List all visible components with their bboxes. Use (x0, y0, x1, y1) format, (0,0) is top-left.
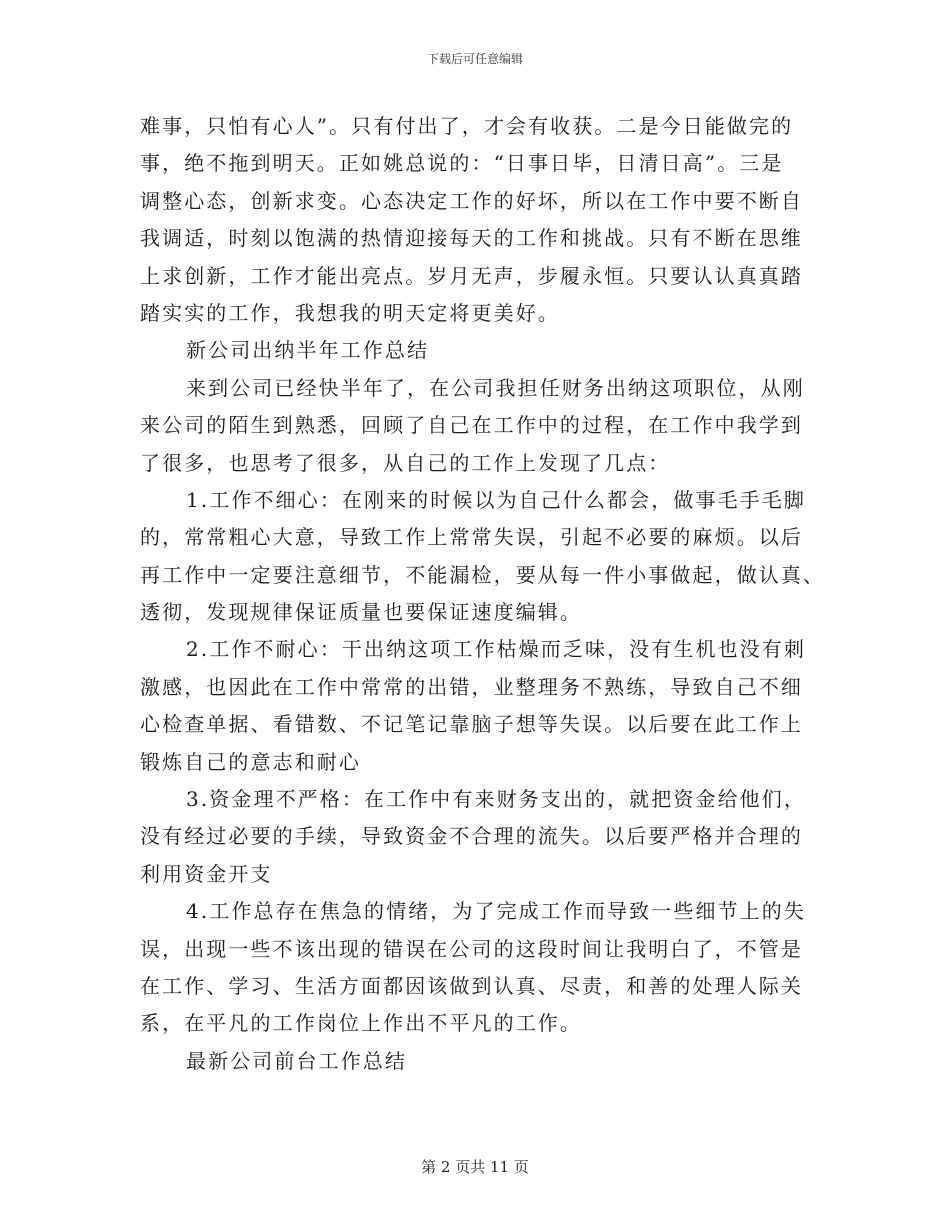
text-line: 来公司的陌生到熟悉，回顾了自己在工作中的过程，在工作中我学到 (140, 413, 803, 438)
text-line: 误，出现一些不该出现的错误在公司的这段时间让我明白了，不管是 (140, 936, 803, 961)
text-line: 我调适，时刻以饱满的热情迎接每天的工作和挑战。只有不断在思维 (140, 226, 803, 251)
text-line: 透彻，发现规律保证质量也要保证速度编辑。 (140, 600, 582, 625)
text-line: 难事，只怕有心人”。只有付出了，才会有收获。二是今日能做完的 (140, 114, 794, 138)
text-line: 4.工作总存在焦急的情绪，为了完成工作而导致一些细节上的失 (186, 899, 806, 924)
text-line: 1.工作不细心：在刚来的时候以为自己什么都会，做事毛手毛脚 (186, 487, 806, 512)
text-line: 3.资金理不严格：在工作中有来财务支出的，就把资金给他们， (186, 787, 806, 812)
text-line: 心检查单据、看错数、不记笔记靠脑子想等失误。以后要在此工作上 (140, 712, 803, 737)
text-line: 事，绝不拖到明天。正如姚总说的：“日事日毕，日清日高”。三是 (140, 151, 784, 176)
text-line: 利用资金开支 (140, 861, 273, 886)
text-line: 激感，也因此在工作中常常的出错，业整理务不熟练，导致自己不细 (140, 674, 803, 699)
page-header: 下载后可任意编辑 (426, 52, 523, 66)
text-line: 2.工作不耐心：干出纳这项工作枯燥而乏味，没有生机也没有刺 (186, 637, 806, 662)
document-body (140, 108, 826, 1080)
text-line: 再工作中一定要注意细节，不能漏检，要从每一件小事做起，做认真、 (140, 562, 826, 587)
text-line: 上求创新，工作才能出亮点。岁月无声，步履永恒。只要认认真真踏 (140, 263, 803, 288)
text-line: 锻炼自己的意志和耐心 (140, 749, 361, 774)
text-line: 系，在平凡的工作岗位上作出不平凡的工作。 (140, 1011, 582, 1036)
text-line: 来到公司已经快半年了，在公司我担任财务出纳这项职位，从刚 (186, 375, 805, 400)
text-line: 在工作、学习、生活方面都因该做到认真、尽责，和善的处理人际关 (140, 973, 803, 998)
text-line: 了很多，也思考了很多，从自己的工作上发现了几点： (140, 450, 671, 475)
text-line: 没有经过必要的手续，导致资金不合理的流失。以后要严格并合理的 (140, 824, 803, 849)
text-line: 调整心态，创新求变。心态决定工作的好坏，所以在工作中要不断自 (140, 188, 803, 213)
text-line: 最新公司前台工作总结 (186, 1048, 407, 1073)
text-line: 踏实实的工作，我想我的明天定将更美好。 (140, 300, 560, 325)
text-line: 的，常常粗心大意，导致工作上常常失误，引起不必要的麻烦。以后 (140, 525, 803, 550)
page-footer: 第 2 页共 11 页 (421, 1158, 529, 1176)
text-line: 新公司出纳半年工作总结 (186, 338, 430, 363)
